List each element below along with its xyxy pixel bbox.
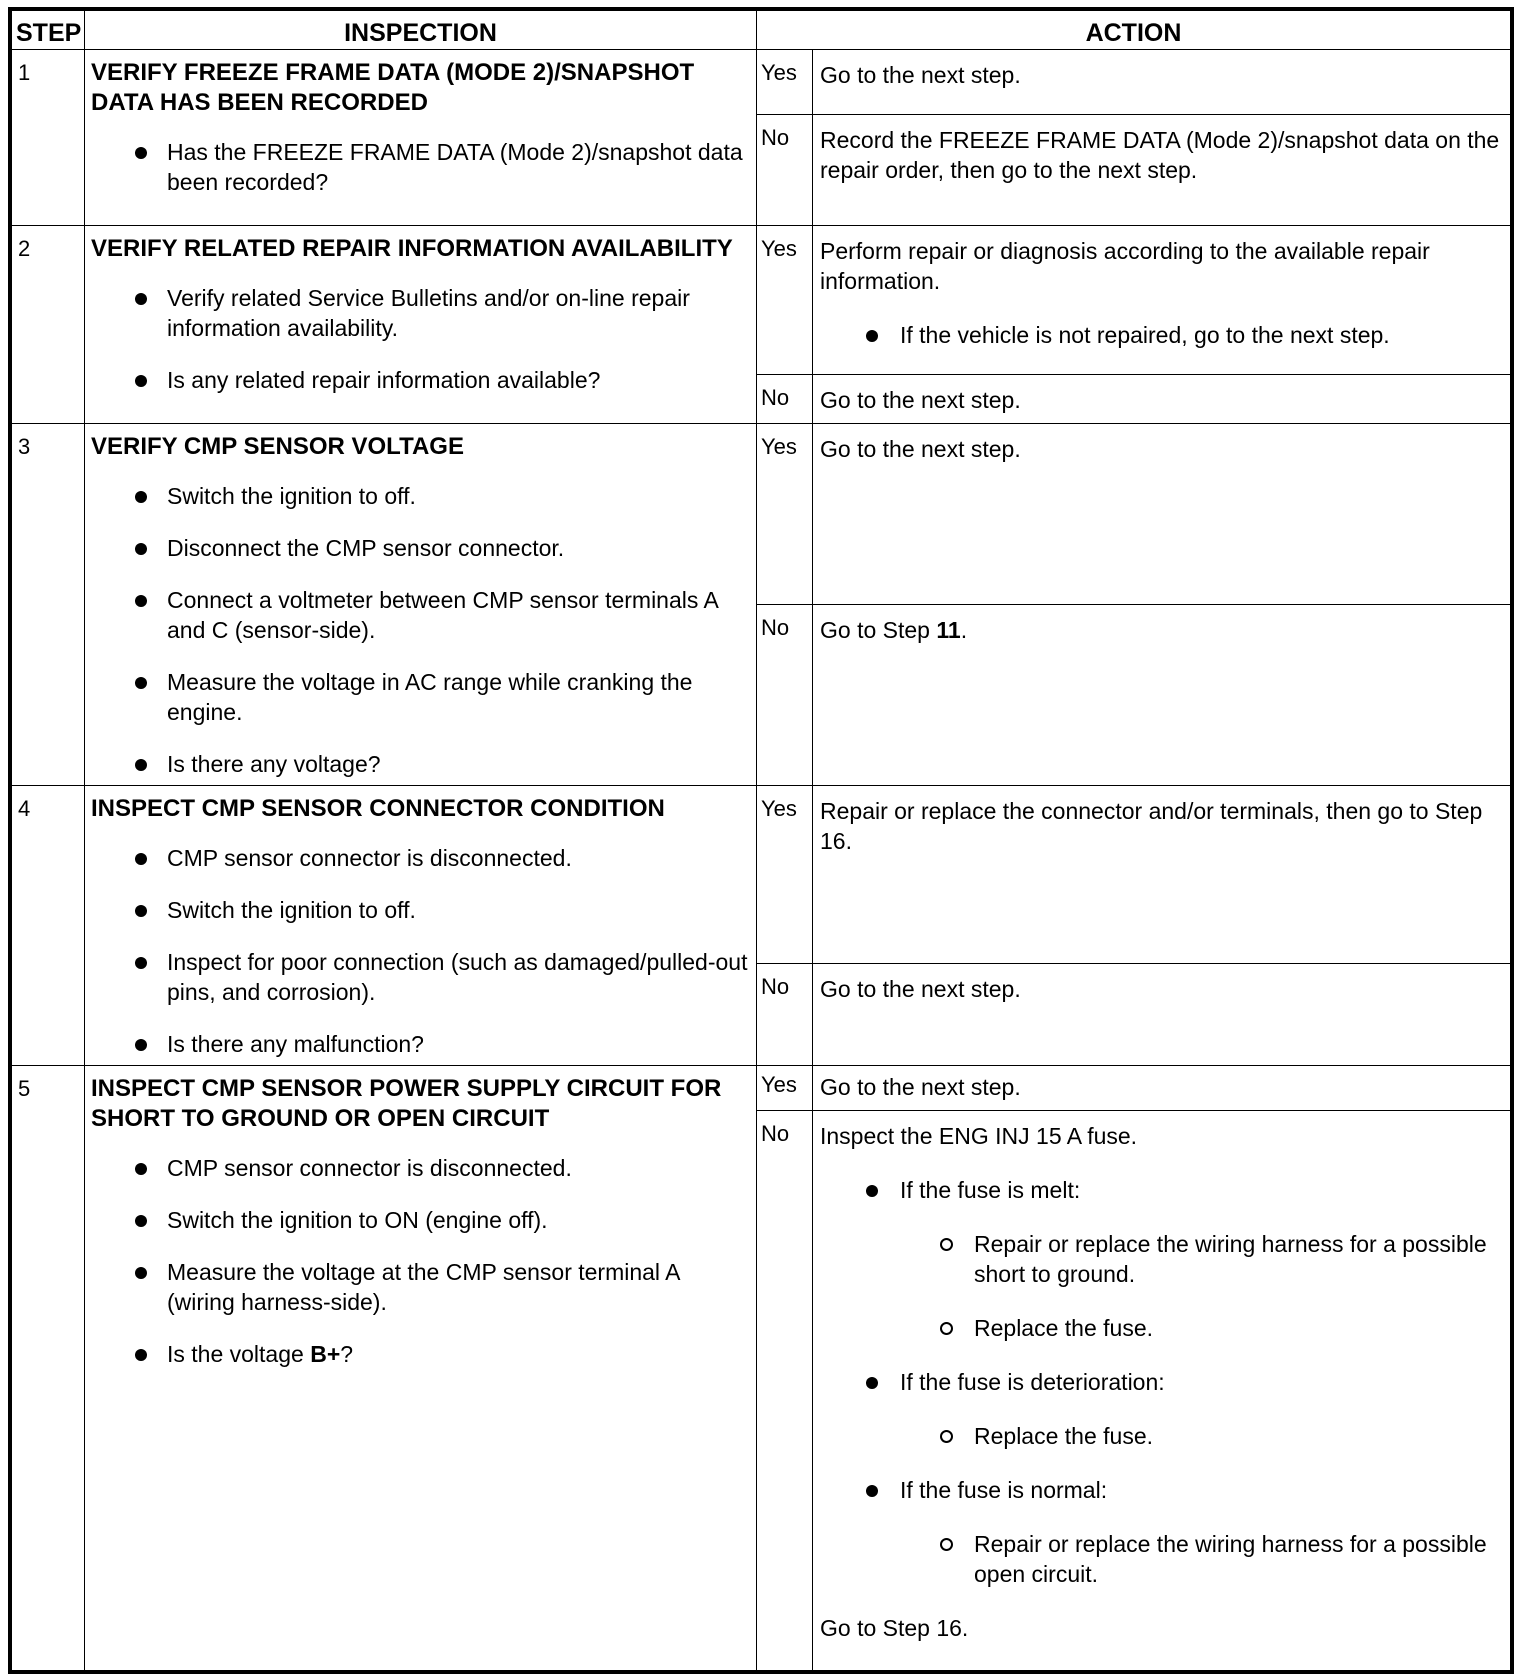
header-action: ACTION — [757, 11, 1511, 50]
diagnostic-procedure-table — [8, 7, 1514, 1674]
inspection-title: VERIFY FREEZE FRAME DATA (MODE 2)/SNAPSHOT DATA HAS BEEN RECORDED — [91, 59, 695, 116]
inspection-cell — [85, 786, 757, 1066]
step-reference: 11 — [936, 617, 961, 643]
step-4-row-yes — [12, 786, 1511, 964]
no-label: No — [757, 1111, 813, 1671]
action-text — [820, 615, 1502, 645]
action-text: Go to the next step. — [820, 1074, 1021, 1100]
inspection-cell — [85, 424, 757, 786]
no-label: No — [757, 375, 813, 424]
voltage-value: B+ — [310, 1341, 341, 1367]
inspection-bullet: Connect a voltmeter between CMP sensor terminals A and C (sensor-side). — [91, 585, 750, 645]
inspection-cell — [85, 226, 757, 424]
step-2-row-yes — [12, 226, 1511, 375]
no-action — [813, 963, 1511, 1065]
step-number: 5 — [12, 1066, 85, 1671]
step-number: 1 — [12, 50, 85, 226]
action-text: Go to the next step. — [820, 62, 1021, 88]
step-number: 4 — [12, 786, 85, 1066]
action-text: Inspect the ENG INJ 15 A fuse. — [820, 1123, 1138, 1149]
action-final-text: Go to Step 16. — [820, 1615, 969, 1641]
inspection-bullet: Switch the ignition to ON (engine off). — [91, 1205, 750, 1235]
action-text-suffix: . — [960, 617, 968, 643]
action-bullet: If the fuse is normal: — [820, 1475, 1502, 1505]
header-inspection: INSPECTION — [85, 11, 757, 50]
yes-action — [813, 1066, 1511, 1111]
yes-label: Yes — [757, 1066, 813, 1111]
inspection-bullet: Is there any malfunction? — [91, 1029, 750, 1059]
action-bullet: If the fuse is deterioration: — [820, 1367, 1502, 1397]
action-text: Go to the next step. — [820, 975, 1021, 1002]
action-bullet: If the vehicle is not repaired, go to the next step. — [820, 320, 1502, 350]
yes-action — [813, 50, 1511, 115]
inspection-bullet: Disconnect the CMP sensor connector. — [91, 533, 750, 563]
action-bullet: If the fuse is melt: — [820, 1175, 1502, 1205]
action-text: Record the FREEZE FRAME DATA (Mode 2)/snapshot data on the repair order, then go to the next step. — [820, 126, 1500, 183]
inspection-bullet: Has the FREEZE FRAME DATA (Mode 2)/snapshot data been recorded? — [91, 137, 750, 197]
no-action — [813, 375, 1511, 424]
no-label: No — [757, 605, 813, 786]
bullet-text-prefix: Is the voltage — [167, 1341, 311, 1367]
inspection-bullet — [91, 1339, 750, 1369]
no-label: No — [757, 114, 813, 225]
yes-label: Yes — [757, 226, 813, 375]
action-sub-bullet: Replace the fuse. — [820, 1313, 1502, 1343]
inspection-bullet: CMP sensor connector is disconnected. — [91, 1153, 750, 1183]
yes-action — [813, 424, 1511, 605]
action-sub-bullet: Repair or replace the wiring harness for a possible short to ground. — [820, 1229, 1502, 1289]
inspection-bullet: CMP sensor connector is disconnected. — [91, 843, 750, 873]
bullet-text-suffix: ? — [340, 1341, 354, 1367]
inspection-bullet: Verify related Service Bulletins and/or on-line repair information availability. — [91, 283, 750, 343]
inspection-cell — [85, 50, 757, 226]
yes-action — [813, 786, 1511, 964]
inspection-title: VERIFY CMP SENSOR VOLTAGE — [91, 433, 464, 460]
inspection-bullet: Is there any voltage? — [91, 749, 750, 779]
action-sub-bullet: Replace the fuse. — [820, 1421, 1502, 1451]
step-3-row-yes — [12, 424, 1511, 605]
inspection-bullet: Inspect for poor connection (such as damaged/pulled-out pins, and corrosion). — [91, 947, 750, 1007]
yes-label: Yes — [757, 424, 813, 605]
yes-label: Yes — [757, 786, 813, 964]
inspection-bullet: Switch the ignition to off. — [91, 895, 750, 925]
step-number: 3 — [12, 424, 85, 786]
action-text: Repair or replace the connector and/or terminals, then go to Step 16. — [820, 798, 1483, 854]
step-1-row-yes — [12, 50, 1511, 115]
yes-label: Yes — [757, 50, 813, 115]
procedure-table — [11, 10, 1511, 1671]
header-step: STEP — [12, 11, 85, 50]
no-action — [813, 114, 1511, 225]
table-header-row — [12, 11, 1511, 50]
inspection-bullet: Measure the voltage in AC range while cranking the engine. — [91, 667, 750, 727]
inspection-bullet: Switch the ignition to off. — [91, 481, 750, 511]
inspection-bullet: Measure the voltage at the CMP sensor terminal A (wiring harness-side). — [91, 1257, 750, 1317]
step-number: 2 — [12, 226, 85, 424]
action-text: Go to the next step. — [820, 436, 1021, 462]
no-label: No — [757, 963, 813, 1065]
inspection-cell — [85, 1066, 757, 1671]
action-text-prefix: Go to Step — [820, 617, 937, 643]
action-text: Go to the next step. — [820, 387, 1021, 413]
no-action — [813, 605, 1511, 786]
step-5-row-yes — [12, 1066, 1511, 1111]
inspection-title: INSPECT CMP SENSOR POWER SUPPLY CIRCUIT FOR SHORT TO GROUND OR OPEN CIRCUIT — [91, 1075, 722, 1132]
no-action — [813, 1111, 1511, 1671]
action-sub-bullet: Repair or replace the wiring harness for a possible open circuit. — [820, 1529, 1502, 1589]
inspection-title: INSPECT CMP SENSOR CONNECTOR CONDITION — [91, 795, 665, 822]
inspection-title: VERIFY RELATED REPAIR INFORMATION AVAILABILITY — [91, 235, 733, 262]
action-text: Perform repair or diagnosis according to the available repair information. — [820, 238, 1430, 294]
inspection-bullet: Is any related repair information available? — [91, 365, 750, 395]
yes-action — [813, 226, 1511, 375]
